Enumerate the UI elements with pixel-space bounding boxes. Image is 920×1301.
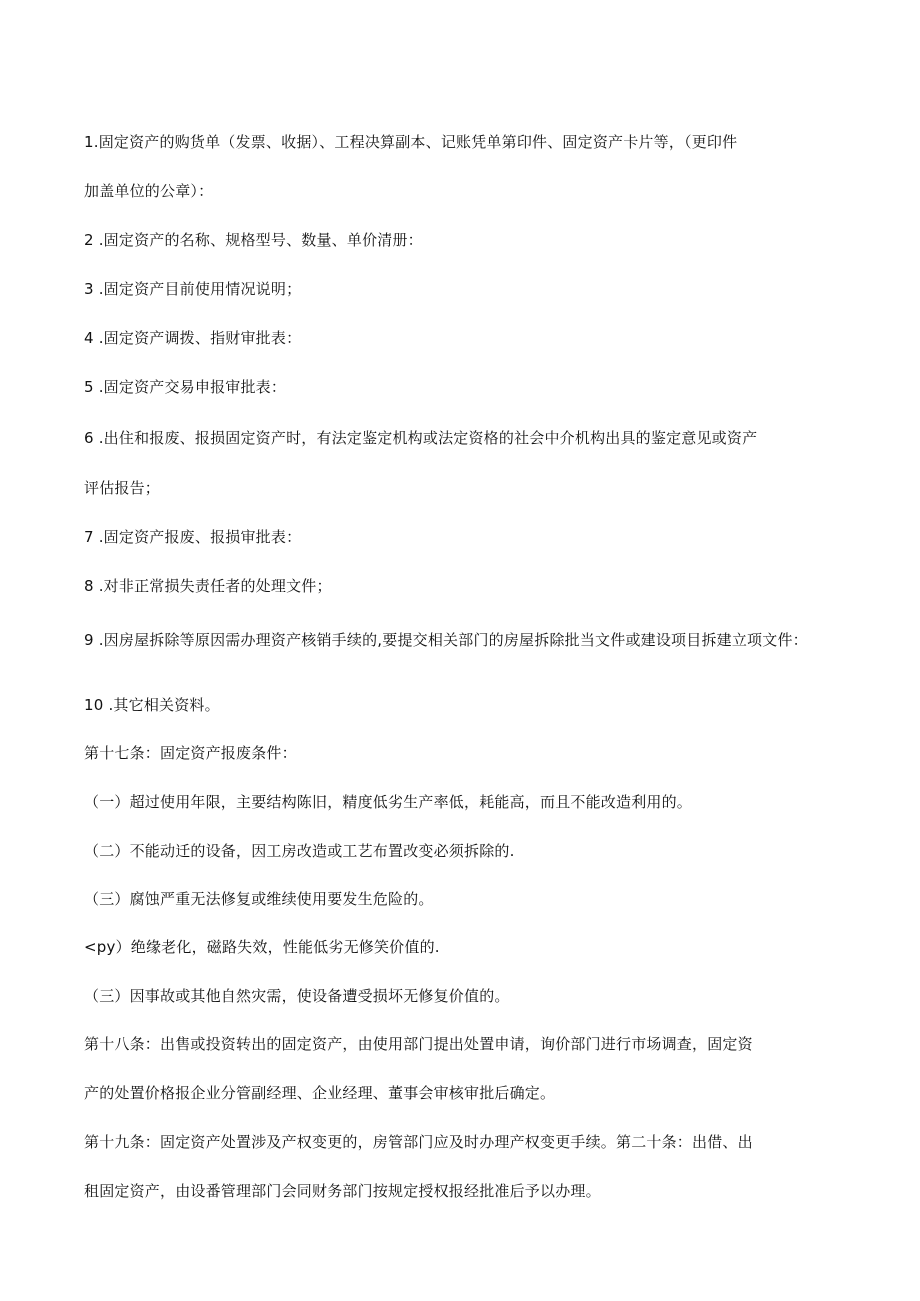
text-line-1: 1.固定资产的购货单（发票、收据）、工程决算副本、记账凭单第印件、固定资产卡片等，（更印件 — [84, 133, 738, 151]
text-line-4: 3 .固定资产目前使用情况说明； — [84, 280, 302, 298]
text-line-17: <py）绝缘老化，磁路失效，性能低劣无修笑价值的. — [84, 938, 440, 956]
text-line-7: 6 .出住和报废、报损固定资产时，有法定鉴定机构或法定资格的社会中介机构出具的鉴定意见或资产 — [84, 429, 758, 447]
text-line-19: 第十八条：出售或投资转出的固定资产，由使用部门提出处置申请，询价部门进行市场调查，固定资 — [84, 1035, 753, 1053]
text-line-5: 4 .固定资产调拨、指财审批表： — [84, 329, 302, 347]
text-line-8: 评估报告； — [84, 479, 161, 497]
text-line-13: 第十七条：固定资产报废条件： — [84, 744, 297, 762]
text-line-14: （一）超过使用年限，主要结构陈旧，精度低劣生产率低，耗能高，而且不能改造利用的。 — [84, 793, 693, 811]
text-line-18: （三）因事故或其他自然灾需，使设备遭受损坏无修复价值的。 — [84, 987, 510, 1005]
text-line-9: 7 .固定资产报废、报损审批表： — [84, 528, 302, 546]
text-line-3: 2 .固定资产的名称、规格型号、数量、单价清册： — [84, 231, 423, 249]
text-line-16: （三）腐蚀严重无法修复或维续使用要发生危险的。 — [84, 890, 434, 908]
text-line-10: 8 .对非正常损失责任者的处理文件； — [84, 577, 332, 595]
text-line-11: 9 .因房屋拆除等原因需办理资产核销手续的,要提交相关部门的房屋拆除批当文件或建设项目拆建立项文件： — [84, 631, 808, 649]
text-line-2: 加盖单位的公章）： — [84, 182, 214, 200]
text-line-22: 租固定资产，由设番管理部门会同财务部门按规定授权报经批准后予以办理。 — [84, 1182, 601, 1200]
text-line-21: 第十九条：固定资产处置涉及产权变更的，房管部门应及时办理产权变更手续。第二十条：出借、出 — [84, 1133, 753, 1151]
text-line-20: 产的处置价格报企业分管副经理、企业经理、董事会审核审批后确定。 — [84, 1084, 556, 1102]
text-line-6: 5 .固定资产交易申报审批表： — [84, 378, 287, 396]
text-line-12: 10 .其它相关资料。 — [84, 696, 220, 714]
text-line-15: （二）不能动迁的设备，因工房改造或工艺布置改变必须拆除的. — [84, 842, 515, 860]
